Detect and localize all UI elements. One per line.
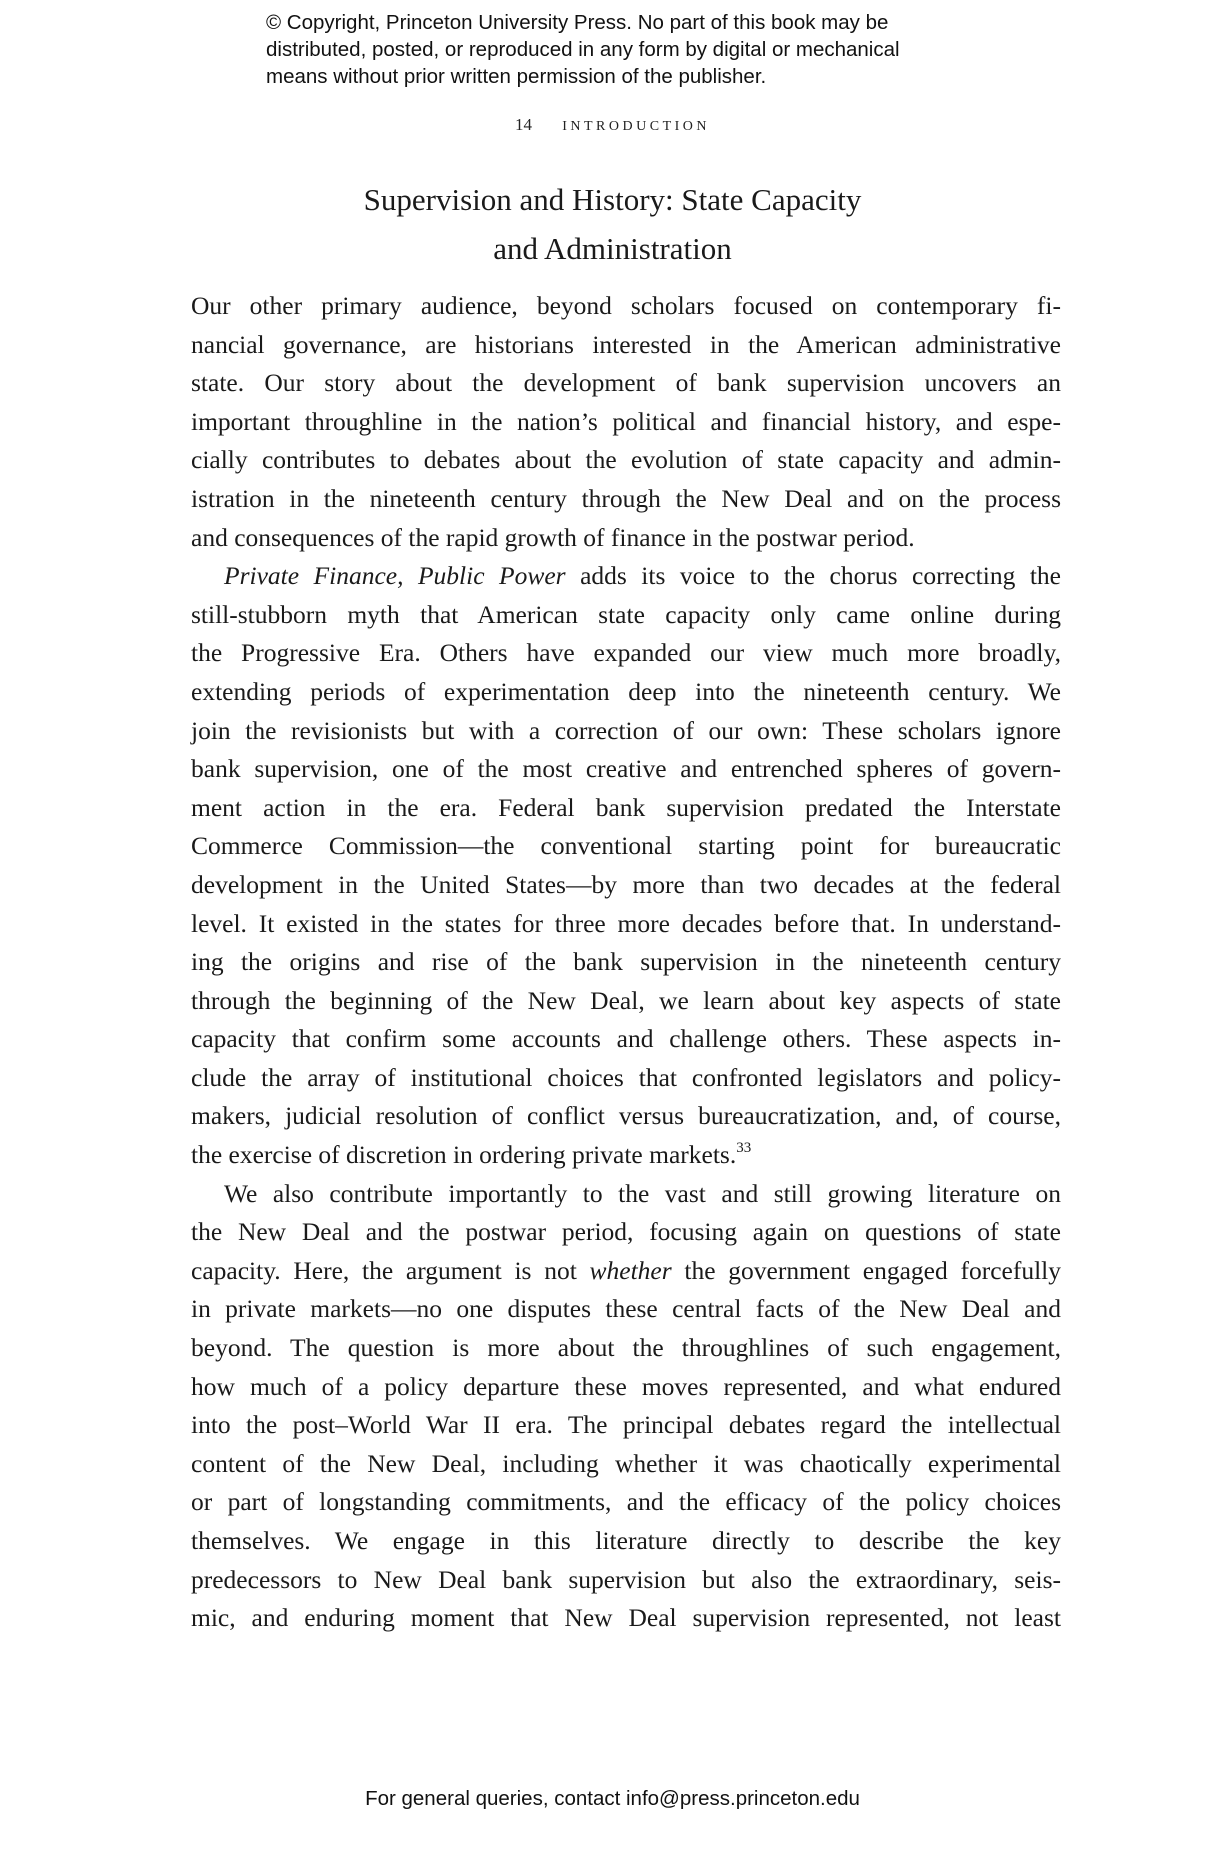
text-line: ment action in the era. Federal bank supervision predated the Interstate <box>191 792 1061 822</box>
text-line: or part of longstanding commitments, and the efficacy of the policy choices <box>191 1487 1061 1517</box>
text-line: istration in the nineteenth century through the New Deal and on the process <box>191 483 1061 513</box>
running-head <box>0 113 1225 136</box>
text-line: capacity. Here, the argument is not whether the government engaged forcefully <box>191 1255 1062 1285</box>
copyright-line: © Copyright, Princeton University Press. No part of this book may be <box>266 11 889 34</box>
text-line: development in the United States—by more than two decades at the federal <box>191 869 1061 899</box>
text-line: themselves. We engage in this literature directly to describe the key <box>191 1526 1061 1555</box>
book-title: Private Finance, Public Power <box>224 561 566 591</box>
copyright-line: means without prior written permission of the publisher. <box>266 65 767 88</box>
paragraph <box>191 1175 1061 1638</box>
text-line: beyond. The question is more about the throughlines of such engagement, <box>191 1333 1061 1363</box>
text-line: cially contributes to debates about the evolution of state capacity and admin- <box>191 445 1061 475</box>
text-line: the New Deal and the postwar period, focusing again on questions of state <box>191 1217 1061 1247</box>
text-line: extending periods of experimentation deep into the nineteenth century. We <box>191 676 1061 706</box>
text-line: level. It existed in the states for three more decades before that. In understand- <box>191 908 1061 938</box>
body-text <box>191 287 1061 1638</box>
text-line: predecessors to New Deal bank supervision but also the extraordinary, seis- <box>191 1564 1061 1594</box>
text-line: the exercise of discretion in ordering private markets.$^{33}$ <box>191 1140 752 1170</box>
copyright-notice <box>266 9 986 90</box>
text-line: and consequences of the rapid growth of finance in the postwar period. <box>191 522 915 552</box>
text-line: mic, and enduring moment that New Deal supervision represented, not least <box>191 1603 1061 1633</box>
text-line: bank supervision, one of the most creative and entrenched spheres of govern- <box>191 754 1061 784</box>
footer-contact: For general queries, contact info@press.princeton.edu <box>365 1787 860 1810</box>
footnote-ref[interactable]: 33 <box>736 1140 752 1157</box>
text-line: ing the origins and rise of the bank supervision in the nineteenth century <box>191 947 1061 977</box>
text-line: join the revisionists but with a correction of our own: These scholars ignore <box>191 715 1061 745</box>
text-line: important throughline in the nation’s political and financial history, and espe- <box>191 406 1061 436</box>
text-line: content of the New Deal, including whether it was chaotically experimental <box>191 1448 1061 1478</box>
text-line: nancial governance, are historians interested in the American administrative <box>191 329 1061 359</box>
section-title-line: Supervision and History: State Capacity <box>363 182 862 217</box>
text-line: through the beginning of the New Deal, we learn about key aspects of state <box>191 985 1061 1015</box>
text-line: capacity that confirm some accounts and challenge others. These aspects in- <box>191 1024 1061 1054</box>
text-line: Private Finance, Public Power adds its voice to the chorus correcting the <box>224 561 1061 591</box>
section-title-line: and Administration <box>493 231 732 266</box>
text-line: in private markets—no one disputes these central facts of the New Deal and <box>191 1294 1061 1324</box>
text-line: We also contribute importantly to the vast and still growing literature on <box>224 1178 1061 1208</box>
text-line: Our other primary audience, beyond scholars focused on contemporary fi- <box>191 291 1061 320</box>
text-line: still-stubborn myth that American state capacity only came online during <box>191 599 1061 629</box>
text-line: the Progressive Era. Others have expanded our view much more broadly, <box>191 638 1061 668</box>
page-number: 14 <box>514 115 532 134</box>
paragraph <box>191 287 1061 557</box>
text-line: state. Our story about the development of bank supervision uncovers an <box>191 368 1061 398</box>
text-line: how much of a policy departure these moves represented, and what endured <box>191 1371 1061 1401</box>
copyright-line: distributed, posted, or reproduced in any form by digital or mechanical <box>266 38 900 61</box>
emphasis: whether <box>589 1255 672 1285</box>
text-line: into the post–World War II era. The principal debates regard the intellectual <box>191 1410 1061 1440</box>
text-line: Commerce Commission—the conventional starting point for bureaucratic <box>191 831 1061 861</box>
running-head-section: introduction <box>562 113 710 135</box>
text-line: makers, judicial resolution of conflict versus bureaucratization, and, of course, <box>191 1101 1061 1131</box>
section-title <box>0 175 1225 273</box>
paragraph <box>191 557 1061 1175</box>
text-line: clude the array of institutional choices that confronted legislators and policy- <box>191 1062 1061 1092</box>
